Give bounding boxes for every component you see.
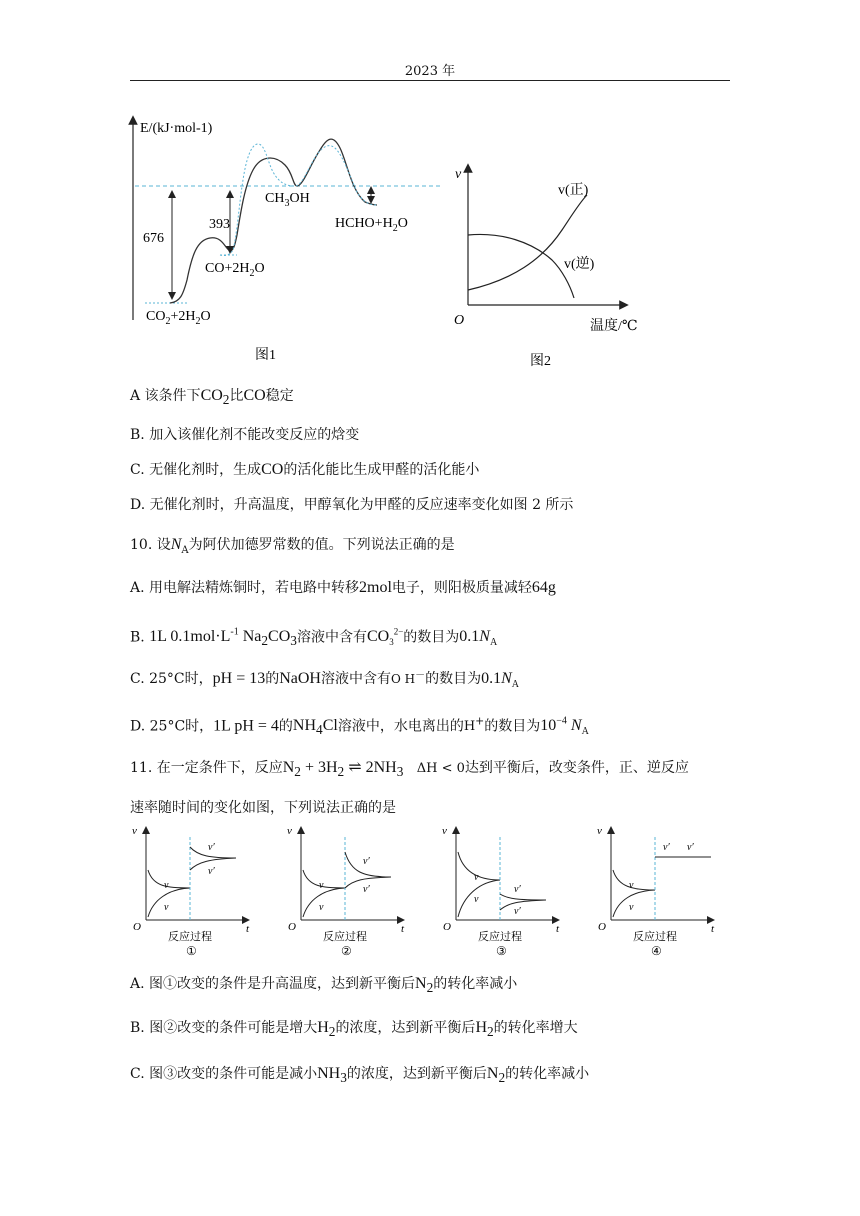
svg-text:反应过程: 反应过程: [168, 931, 212, 943]
energy-diagram-figure1: [125, 110, 455, 360]
label-ch3oh: $CH_3OH$: [265, 191, 310, 209]
reverse-rate-label: v(逆): [564, 257, 595, 272]
q11-option-a: A. 图①改变的条件是升高温度，达到新平衡后$N_2$的转化率减小: [130, 975, 518, 996]
q9-option-c: C. 无催化剂时，生成CO的活化能比生成甲醛的活化能小: [130, 461, 480, 478]
svg-text:v′: v′: [514, 884, 521, 895]
graph-3: [442, 825, 560, 958]
svg-text:t: t: [556, 923, 560, 935]
y-axis-label: E/(kJ·mol-1): [140, 121, 213, 136]
svg-text:反应过程: 反应过程: [323, 931, 367, 943]
svg-text:反应过程: 反应过程: [478, 931, 522, 943]
label-co: $CO+2H_2O$: [205, 261, 265, 279]
header-rule: [130, 80, 730, 81]
q10-option-d: D. 25°C时，1L pH = 4的$NH_4Cl$溶液中，水电离出的H+的数目为$10^{-4}$ $N_A$: [130, 715, 589, 738]
svg-text:v: v: [474, 872, 479, 883]
svg-text:v: v: [442, 825, 447, 837]
label-co2: $CO_2+2H_2O$: [146, 309, 211, 327]
svg-text:v: v: [164, 902, 169, 913]
label-393: 393: [209, 217, 230, 232]
svg-text:O: O: [598, 921, 606, 933]
graph-4: [597, 825, 715, 958]
figure2-caption: 图2: [530, 354, 551, 369]
svg-text:v: v: [319, 902, 324, 913]
fig2-y-label: v: [455, 167, 462, 182]
forward-rate-curve: [468, 195, 587, 290]
svg-text:v′: v′: [208, 866, 215, 877]
svg-text:④: ④: [651, 944, 662, 958]
fig2-origin: O: [454, 313, 465, 328]
graph-2: [287, 825, 405, 958]
svg-text:t: t: [246, 923, 250, 935]
q10-option-b: B. 1L $0.1mol\cdot L^{-1}$ $Na_2CO_3$溶液中含有$CO_3^{2-}$的数目为$0.1N_A$: [130, 627, 498, 649]
svg-text:v: v: [629, 902, 634, 913]
svg-text:v: v: [319, 880, 324, 891]
q11-option-c: C. 图③改变的条件可能是减小$NH_3$的浓度，达到新平衡后$N_2$的转化率减小: [130, 1065, 590, 1086]
svg-text:v: v: [474, 894, 479, 905]
reverse-rate-curve: [468, 234, 574, 298]
q9-option-d: D. 无催化剂时，升高温度，甲醇氧化为甲醛的反应速率变化如图 2 所示: [130, 497, 574, 513]
q9-option-b: B. 加入该催化剂不能改变反应的焓变: [130, 427, 360, 443]
label-hcho: $HCHO+H_2O$: [335, 216, 408, 234]
page-header: 2023 年: [404, 64, 456, 79]
fig2-x-label: 温度/℃: [590, 319, 638, 334]
svg-text:t: t: [711, 923, 715, 935]
q10-option-c: C. 25°C时，pH = 13的NaOH溶液中含有O H－的数目为$0.1N_A$: [130, 670, 520, 691]
svg-text:v: v: [597, 825, 602, 837]
svg-text:v′: v′: [514, 906, 521, 917]
q11-option-b: B. 图②改变的条件可能是增大$H_2$的浓度，达到新平衡后$H_2$的转化率增大: [130, 1019, 578, 1040]
q10-stem: 10. 设$N_A$为阿伏加德罗常数的值。下列说法正确的是: [130, 536, 455, 556]
rate-time-graphs: [128, 822, 740, 962]
rate-temperature-figure2: [452, 160, 652, 370]
svg-text:O: O: [443, 921, 451, 933]
svg-text:v: v: [629, 880, 634, 891]
svg-text:v′: v′: [663, 842, 670, 853]
svg-text:v′: v′: [363, 856, 370, 867]
svg-text:O: O: [133, 921, 141, 933]
q11-stem-line1: 11. 在一定条件下，反应$N_2 + 3H_2$ ⇌ $2NH_3$ ΔH < 0达到平衡后，改变条件，正、逆反应: [130, 759, 689, 780]
svg-text:反应过程: 反应过程: [633, 931, 677, 943]
label-676: 676: [143, 231, 164, 246]
svg-text:v: v: [164, 880, 169, 891]
svg-text:v′: v′: [687, 842, 694, 853]
svg-text:①: ①: [186, 944, 197, 958]
q10-option-a: A. 用电解法精炼铜时，若电路中转移2mol电子，则阳极质量减轻64g: [130, 579, 556, 596]
forward-rate-label: v(正): [558, 183, 589, 198]
svg-text:v′: v′: [208, 842, 215, 853]
graph-1: [132, 825, 250, 958]
svg-text:③: ③: [496, 944, 507, 958]
svg-text:v: v: [287, 825, 292, 837]
svg-text:v′: v′: [363, 884, 370, 895]
svg-text:v: v: [132, 825, 137, 837]
svg-text:t: t: [401, 923, 405, 935]
figure1-caption: 图1: [255, 348, 276, 360]
q9-option-a: A 该条件下$CO_2$比CO稳定: [130, 387, 294, 408]
q11-stem-line2: 速率随时间的变化如图，下列说法正确的是: [130, 800, 396, 816]
svg-text:②: ②: [341, 944, 352, 958]
svg-text:O: O: [288, 921, 296, 933]
